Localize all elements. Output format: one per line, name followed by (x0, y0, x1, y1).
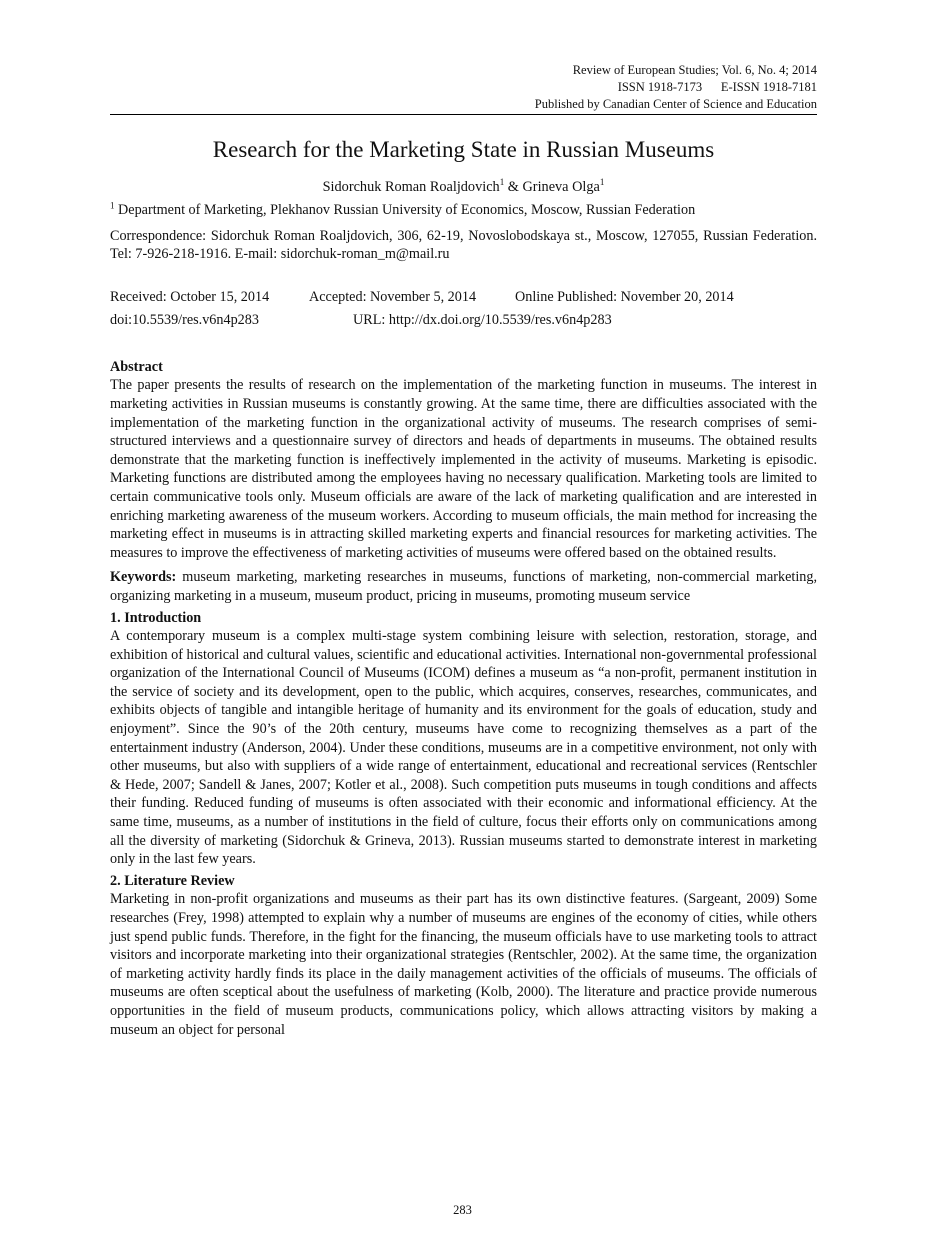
section-heading-literature-review: 2. Literature Review (110, 872, 235, 889)
publisher-line: Published by Canadian Center of Science and Education (534, 97, 817, 111)
section-heading-introduction: 1. Introduction (110, 609, 202, 626)
author-list (110, 177, 817, 197)
introduction-text: A contemporary museum is a complex multi-stage system combining leisure with selection, restoration, storage, and exhibition of historical and cultural values, scientific and educational activities. International non-governmental professional organization of the International Council of Museums (ICOM) defines a museum as “a non-profit, permanent institution in the service of society and its development, open to the public, which acquires, conserves, researches, communicates, and exhibits objects of tangible and intangible heritage of humanity and its environment for the goals of education, study and enjoyment”. Since the 90’s of the 20th century, museums have come to recognizing themselves as a part of the entertainment industry (Anderson, 2004). Under these conditions, museums are in a competitive environment, not only with other museums, but also with suppliers of a wide range of entertainment, educational and recreational services (Rentschler & Hede, 2007; Sandell & Janes, 2007; Kotler et al., 2008). Such competition puts museums in tough conditions and affects their funding. Reduced funding of museums is often associated with their economic and informational efficiency. At the same time, museums, as a number of institutions in the field of culture, focus their efforts only on communications among all the diversity of marketing (Sidorchuk & Grineva, 2013). Russian museums started to demonstrate interest in marketing only in the last few years. (110, 628, 817, 868)
publication-dates (110, 286, 817, 332)
doi-url-link[interactable]: URL: http://dx.doi.org/10.5539/res.v6n4p283 (353, 311, 612, 328)
literature-review-text: Marketing in non-profit organizations and museums as their part has its own distinctive features. (Sargeant, 2009) Some researches (Frey, 1998) attempted to explain why a number of museums are engines of the economy of cities, while others just spend public funds. Therefore, in the fight for the financing, the museum officials have to use marketing tools to attract visitors and incorporate marketing into their organizational strategies (Rentschler, 2002). At the same time, the organization of marketing activity hardly finds its place in the daily management activities of the officials of museums. The officials of museums are often sceptical about the usefulness of marketing (Kolb, 2000). The literature and practice provide numerous opportunities in the field of museum products, communications policy, which allows attracting visitors by making a museum an object for personal (110, 891, 817, 1038)
paper-page (110, 62, 817, 1039)
affiliation-marker: 1 (599, 177, 605, 188)
author-joiner: & (504, 179, 523, 195)
journal-header (110, 62, 817, 113)
author-name: Grineva Olga (522, 179, 600, 195)
affiliation (110, 201, 817, 220)
keywords-text: museum marketing, marketing researches in museums, functions of marketing, non-commercial marketing, organizing marketing in a museum, museum product, pricing in museums, promoting museum service (110, 569, 817, 604)
affiliation-text: Department of Marketing, Plekhanov Russian University of Economics, Moscow, Russian Federation (114, 202, 696, 218)
journal-line: Review of European Studies; Vol. 6, No. 4; 2014 (572, 63, 817, 77)
doi: doi:10.5539/res.v6n4p283 (110, 311, 259, 328)
affiliation-marker: 1 (110, 200, 115, 211)
paper-title: Research for the Marketing State in Russian Museums (212, 137, 715, 162)
keywords (110, 568, 817, 605)
abstract-heading: Abstract (110, 358, 163, 375)
issn-line: ISSN 1918-7173 E-ISSN 1918-7181 (617, 80, 817, 94)
header-divider (110, 114, 817, 115)
page-number: 283 (453, 1203, 472, 1217)
abstract-text: The paper presents the results of research on the implementation of the marketing function in museums. The interest in marketing activities in Russian museums is constantly growing. At the same time, there are difficulties associated with the implementation of the marketing function in the organizational activity of museums. The research comprises of semi-structured interviews and a questionnaire survey of directors and heads of departments in museums. The obtained results demonstrate that the marketing function is ineffectively implemented in the activity of museums. Marketing is episodic. Marketing functions are distributed among the employees having no necessary qualification. Marketing tools are limited to certain communicative tools only. Museum officials are aware of the lack of marketing qualification and are interested in enriching marketing awareness of the museum workers. According to museum officials, the main method for increasing the marketing effect in museums is in attracting skilled marketing experts and financial resources for marketing activities. The measures to improve the effectiveness of marketing activities of museums were offered based on the obtained results. (110, 377, 817, 561)
author-name: Sidorchuk Roman Roaljdovich (322, 179, 500, 195)
correspondence: Correspondence: Sidorchuk Roman Roaljdovich, 306, 62-19, Novoslobodskaya st., Moscow, 127055, Russian Federation. Tel: 7-926-218-1916. E-mail: sidorchuk-roman_m@mail.ru (110, 227, 817, 263)
accepted-date: Accepted: November 5, 2014 (309, 288, 477, 305)
published-date: Online Published: November 20, 2014 (515, 288, 734, 305)
received-date: Received: October 15, 2014 (110, 288, 270, 305)
affiliation-marker: 1 (499, 177, 505, 188)
keywords-label: Keywords: (110, 569, 177, 586)
